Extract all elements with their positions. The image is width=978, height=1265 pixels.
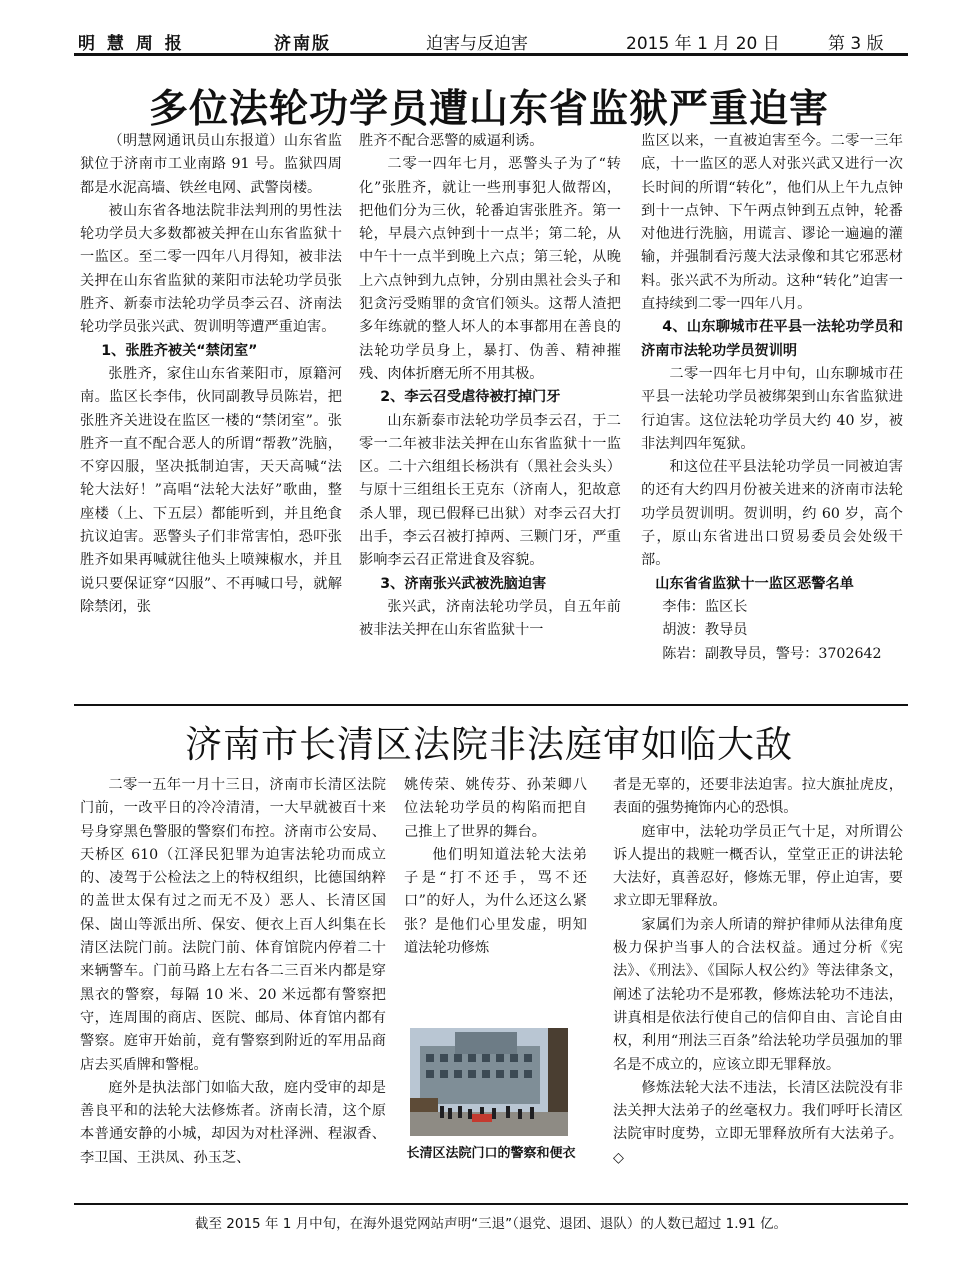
list-item: 陈岩：副教导员，警号：3702642 [662, 645, 882, 662]
paragraph: 修炼法轮大法不违法，长清区法院没有非法关押大法弟子的丝毫权力。我们呼吁长清区法院审时度势，立即无罪释放所有大法弟子。◇ [613, 1079, 903, 1166]
footer-notice: 截至 2015 年 1 月中旬，在海外退党网站声明“三退”（退党、退团、退队）的人数已超过 1.91 亿。 [195, 1216, 787, 1232]
subheading: 1、张胜齐被关“禁闭室” [101, 342, 258, 359]
paragraph: 被山东省各地法院非法判刑的男性法轮功学员大多数都被关押在山东省监狱十一监区。至二零一四年八月得知，被非法关押在山东省监狱的莱阳市法轮功学员张胜齐、新泰市法轮功学员李云召、济南法轮功学员张兴武、贺训明等遭严重迫害。 [80, 202, 342, 336]
section-divider [74, 704, 908, 706]
subheading: 3、济南张兴武被洗脑迫害 [380, 575, 547, 592]
article2-column-2 [404, 774, 587, 960]
paragraph: 庭审中，法轮功学员正气十足，对所谓公诉人提出的栽赃一概否认，堂堂正正的讲法轮大法好，真善忍好，修炼无罪，停止迫害，要求立即无罪释放。 [613, 823, 903, 910]
paragraph: 二零一四年七月，恶警头子为了“转化”张胜齐，就让一些刑事犯人做帮凶，把他们分为三伙，轮番迫害张胜齐。第一轮，早晨六点钟到十一点半；第二轮，从中午十一点半到晚上六点；第三轮，从晚上六点钟到九点钟，分别由黑社会头子和犯贪污受贿罪的贪官们领头。这帮人渣把多年练就的整人坏人的本事都用在善良的法轮功学员身上，暴打、伪善、精神摧残、肉体折磨无所不用其极。 [359, 156, 621, 382]
paragraph: 和这位茌平县法轮功学员一同被迫害的还有大约四月份被关进来的济南市法轮功学员贺训明。贺训明，约 60 岁，高个子，原山东省进出口贸易委员会处级干部。 [641, 459, 903, 569]
article2-title: 济南市长清区法院非法庭审如临大敌 [185, 723, 793, 766]
article1-column-3 [641, 130, 903, 666]
paragraph: 庭外是执法部门如临大敌，庭内受审的却是善良平和的法轮大法修炼者。济南长清，这个原本普通安静的小城，却因为对杜泽洲、程淑香、李卫国、王洪凤、孙玉芝、 [80, 1079, 386, 1166]
paragraph: 山东新泰市法轮功学员李云召，于二零一二年被非法关押在山东省监狱十一监区。二十六组组长杨洪有（黑社会头头）与原十三组组长王克东（济南人，犯故意杀人罪，现已假释已出狱）对李云召大打出手，李云召被打掉两、三颗门牙，严重影响李云召正常进食及容貌。 [359, 412, 621, 569]
paragraph: 者是无辜的，还要非法迫害。拉大旗扯虎皮，表面的强势掩饰内心的恐惧。 [613, 777, 903, 817]
article2-column-1 [80, 774, 386, 1170]
list-item: 李伟：监区长 [662, 598, 748, 615]
paragraph: 张兴武，济南法轮功学员，自五年前被非法关押在山东省监狱十一 [359, 598, 621, 639]
article1-column-2 [359, 130, 621, 643]
paragraph: 监区以来，一直被迫害至今。二零一三年底，十一监区的恶人对张兴武又进行一次长时间的所谓“转化”，他们从上午九点钟到十一点钟、下午两点钟到五点钟，轮番对他进行洗脑，用谎言、谬论一遍遍的灌输，并强制看污蔑大法录像和其它邪恶材料。张兴武不为所动。这种“转化”迫害一直持续到二零一四年八月。 [641, 133, 903, 313]
article2-column-3 [613, 774, 903, 1170]
photo-caption: 长清区法院门口的警察和便衣 [406, 1146, 576, 1161]
article1-title: 多位法轮功学员遭山东省监狱严重迫害 [148, 87, 829, 132]
paragraph: 家属们为亲人所请的辩护律师从法律角度极力保护当事人的合法权益。通过分析《宪法》、《刑法》、《国际人权公约》等法律条文，阐述了法轮功不是邪教，修炼法轮功不违法，讲真相是依法行使自己的信仰自由、言论自由权，利用“刑法三百条”给法轮功学员强加的罪名是不成立的，应该立即无罪释放。 [613, 916, 903, 1073]
masthead [74, 27, 908, 56]
paper-name: 明 慧 周 报 [78, 34, 185, 54]
paragraph: 姚传荣、姚传芬、孙茉卿八位法轮功学员的构陷而把自己推上了世界的舞台。 [404, 777, 587, 840]
paragraph: 胜齐不配合恶警的威逼利诱。 [359, 133, 544, 149]
article1-column-1 [80, 130, 342, 619]
issue-date: 2015 年 1 月 20 日 [626, 34, 780, 54]
edition-label: 济南版 [274, 34, 331, 54]
list-item: 胡波：教导员 [662, 622, 748, 639]
paragraph: 他们明知道法轮大法弟子是“打不还手，骂不还口”的好人，为什么还这么紧张？是他们心里发虚，明知道法轮功修炼 [404, 846, 587, 957]
court-entrance-photo [410, 1028, 568, 1136]
paragraph: 二零一五年一月十三日，济南市长清区法院门前，一改平日的冷冷清清，一大早就被百十来号身穿黑色警服的警察们布控。济南市公安局、天桥区 610（江泽民犯罪为迫害法轮功而成立的、凌驾于公检法之上的特权组织，比德国纳粹的盖世太保有过之而无不及）恶人、长清区国保、崮山等派出所、保安、便衣上百人纠集在长清区法院门前。法院门前、体育馆院内停着二十来辆警车。门前马路上左右各二三百米内都是穿黑衣的警察，每隔 10 米、20 米远都有警察把守，连周围的商店、医院、邮局、体育馆内都有警察。庭审开始前，竟有警察到附近的军用品商店去买盾牌和警棍。 [80, 777, 386, 1073]
list-heading: 山东省省监狱十一监区恶警名单 [655, 575, 854, 592]
subheading: 4、山东聊城市茌平县一法轮功学员和济南市法轮功学员贺训明 [641, 319, 903, 359]
page-number: 第 3 版 [828, 34, 884, 54]
footer-divider [74, 1203, 908, 1205]
paragraph: 二零一四年七月中旬，山东聊城市茌平县一法轮功学员被绑架到山东省监狱进行迫害。这位法轮功学员大约 40 岁，被非法判四年冤狱。 [641, 365, 903, 452]
paragraph: （明慧网通讯员山东报道）山东省监狱位于济南市工业南路 91 号。监狱四周都是水泥高墙、铁丝电网、武警岗楼。 [80, 133, 342, 196]
subheading: 2、李云召受虐待被打掉门牙 [380, 389, 561, 406]
paragraph: 张胜齐，家住山东省莱阳市，原籍河南。监区长李伟，伙同副教导员陈岩，把张胜齐关进设在监区一楼的“禁闭室”。张胜齐一直不配合恶人的所谓“帮教”洗脑，不穿囚服，坚决抵制迫害，天天高喊“法轮大法好！”高唱“法轮大法好”歌曲，整座楼（上、下五层）都能听到，并且绝食抗议迫害。恶警头子们非常害怕，恐吓张胜齐如果再喊就往他头上喷辣椒水，并且说只要保证穿“囚服”、不再喊口号，就解除禁闭，张 [80, 365, 342, 615]
section-label: 迫害与反迫害 [426, 34, 528, 54]
